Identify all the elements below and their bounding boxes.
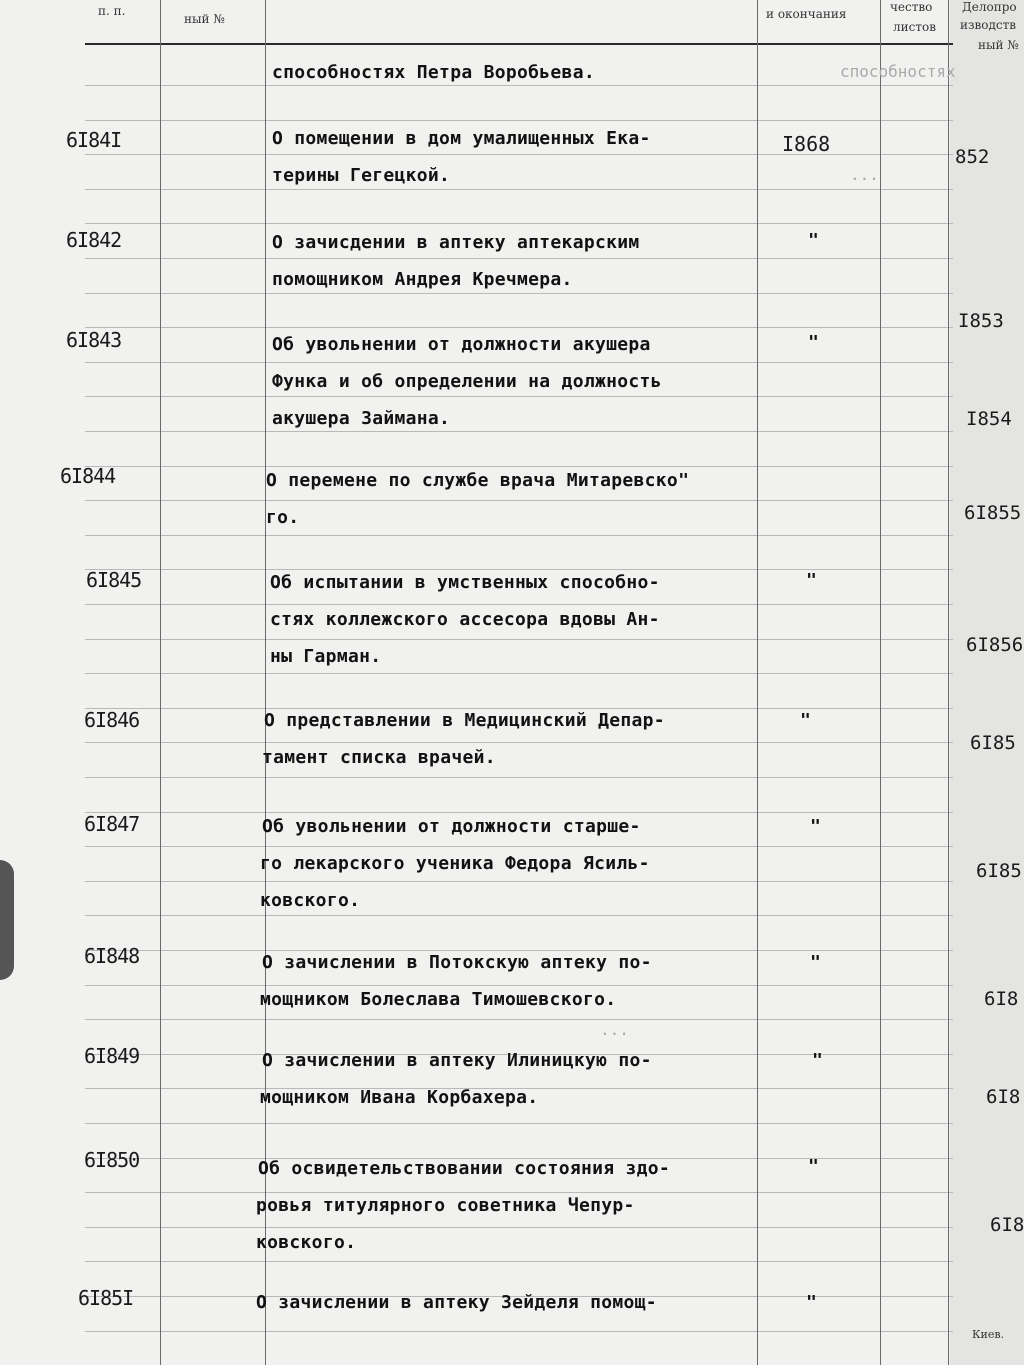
ditto-mark: " [808,1156,819,1177]
next-page-number: 6I855 [964,502,1022,524]
entry-number: 6I843 [66,328,122,352]
entry-number: 6I847 [84,812,140,836]
header-rule [85,43,953,45]
ruled-line [85,362,953,363]
entry-text-line: Об увольнении от должности акушера [272,334,651,355]
ruled-line [85,1123,953,1124]
bleed-through-text: ... [600,1020,629,1039]
entry-number: 6I845 [86,568,142,592]
entry-text-line: терины Гегецкой. [272,165,451,186]
next-page-number: 6I8 [990,1214,1024,1236]
header-col-sheets-1: чество [890,0,933,14]
ruled-line [85,673,953,674]
ruled-line [85,535,953,536]
column-line [160,0,161,1365]
next-page-number: 6I85 [970,732,1016,754]
ditto-mark: " [800,710,811,731]
entry-year: I868 [782,132,831,156]
entry-text-line: О перемене по службе врача Митаревско" [266,470,690,491]
ruled-line [85,431,953,432]
header-col-inventory: ный № [184,12,225,26]
ruled-line [85,1019,953,1020]
ruled-line [85,327,953,328]
entry-text-line: О представлении в Медицинский Депар- [264,710,665,731]
entry-text-line: помощником Андрея Кречмера. [272,269,573,290]
entry-text-line: ковского. [260,890,361,911]
entry-text-line: тамент списка врачей. [262,747,496,768]
next-page-number: 6I856 [966,634,1024,656]
entry-text-line: стях коллежского ассесора вдовы Ан- [270,609,660,630]
next-page-number: I853 [958,310,1004,332]
ruled-line [85,293,953,294]
ruled-line [85,742,953,743]
ditto-mark: " [808,332,819,353]
entry-text-line: акушера Займана. [272,408,451,429]
ruled-line [85,812,953,813]
ruled-line [85,120,953,121]
ruled-line [85,881,953,882]
entry-number: 6I849 [84,1044,140,1068]
next-page-number: 6I85 [976,860,1022,882]
ruled-line [85,708,953,709]
next-page-number: I854 [966,408,1012,430]
entry-text-line: Об увольнении от должности старше- [262,816,641,837]
entry-text-line: мощником Болеслава Тимошевского. [260,989,617,1010]
footer-mark: Киев. [972,1328,1005,1341]
entry-text-line: Функа и об определении на должность [272,371,662,392]
ruled-line [85,604,953,605]
next-page-number: 6I8 [986,1086,1021,1108]
ditto-mark: " [806,1292,817,1313]
ruled-line [85,639,953,640]
entry-number: 6I85I [78,1286,134,1310]
entry-text-line: О зачислении в аптеку Зейделя помощ- [256,1292,657,1313]
ruled-line [85,189,953,190]
ruled-line [85,915,953,916]
ruled-line [85,466,953,467]
entry-text-line: ровья титулярного советника Чепур- [256,1195,635,1216]
header-col-dates: и окончания [766,7,847,21]
entry-text-line: способностях Петра Воробьева. [272,62,595,83]
ditto-mark: " [810,952,821,973]
ruled-line [85,85,953,86]
page-shadow [0,860,14,980]
bleed-through-text: способностях [840,62,956,81]
entry-text-line: Об освидетельствовании состояния здо- [258,1158,671,1179]
ruled-line [85,1261,953,1262]
entry-number: 6I846 [84,708,140,732]
ruled-line [85,223,953,224]
entry-text-line: О зачислении в Потокскую аптеку по- [262,952,652,973]
entry-text-line: ны Гарман. [270,646,382,667]
entry-number: 6I844 [60,464,116,488]
column-line [948,0,949,1365]
next-page-number: 852 [955,146,990,168]
ditto-mark: " [808,230,819,251]
ruled-line [85,396,953,397]
ruled-line [85,1192,953,1193]
entry-text-line: ковского. [256,1232,357,1253]
ruled-line [85,846,953,847]
ruled-line [85,258,953,259]
entry-text-line: го. [266,507,300,528]
ruled-line [85,1227,953,1228]
header-col-number: п. п. [98,4,126,18]
next-page-number: 6I8 [984,988,1019,1010]
ruled-line [85,777,953,778]
column-line [880,0,881,1365]
entry-number: 6I848 [84,944,140,968]
ruled-line [85,500,953,501]
ruled-line [85,569,953,570]
entry-text-line: мощником Ивана Корбахера. [260,1087,539,1108]
entry-text-line: Об испытании в умственных способно- [270,572,660,593]
entry-text-line: О помещении в дом умалищенных Ека- [272,128,651,149]
entry-text-line: О зачисдении в аптеку аптекарским [272,232,640,253]
entry-number: 6I84I [66,128,122,152]
entry-text-line: го лекарского ученика Федора Ясиль- [260,853,650,874]
header-col-archive-2: изводств [960,18,1017,32]
entry-text-line: О зачислении в аптеку Илиницкую по- [262,1050,652,1071]
entry-number: 6I842 [66,228,122,252]
header-col-archive-3: ный № [978,38,1019,52]
column-line [757,0,758,1365]
entry-number: 6I850 [84,1148,140,1172]
ruled-line [85,950,953,951]
bleed-through-text: ... [850,165,879,184]
ruled-line [85,985,953,986]
next-page-edge [950,0,1024,1365]
header-col-sheets-2: листов [893,20,936,34]
header-col-archive-1: Делопро [962,0,1017,14]
ruled-line [85,1331,953,1332]
ditto-mark: " [806,570,817,591]
ditto-mark: " [810,816,821,837]
ditto-mark: " [812,1050,823,1071]
